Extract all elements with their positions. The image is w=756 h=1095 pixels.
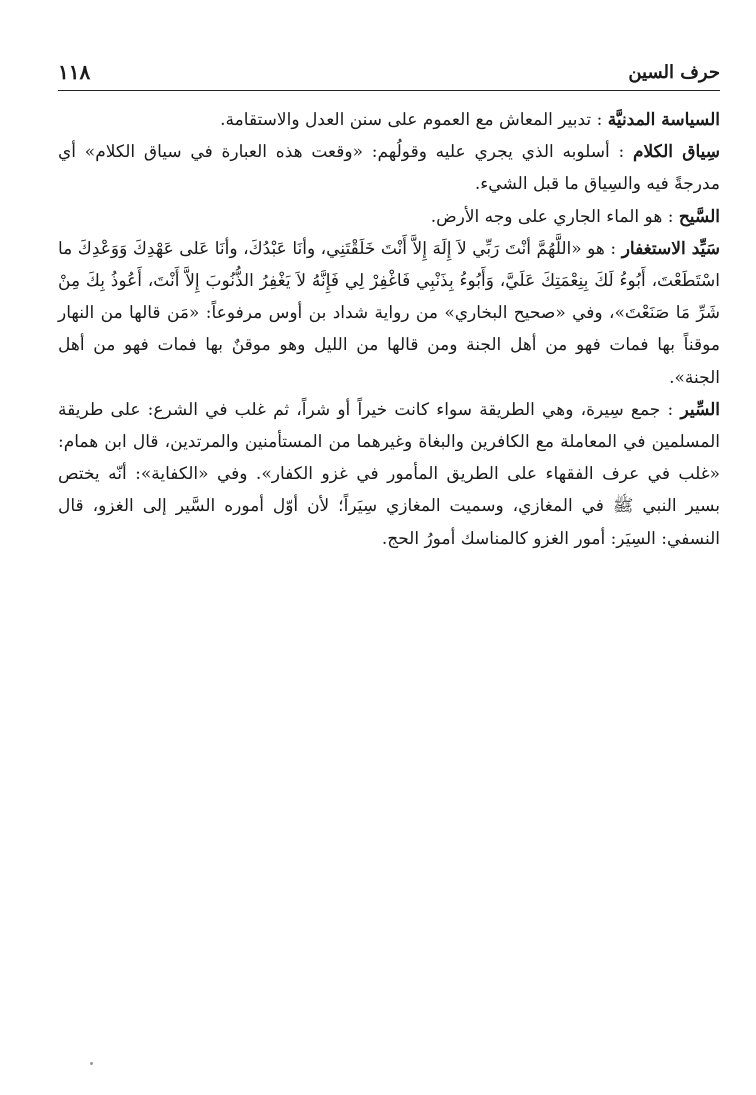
page-body xyxy=(58,104,720,555)
entry-text: : هو «اللَّهُمَّ أنْتَ رَبِّي لاَ إِلَهَ إِلاَّ أَنْتَ خَلَقْتَنِي، وأنَا عَبْدُكَ، وأنَا عَلى عَهْدِكَ وَوَعْدِكَ ما اسْتَطَعْتَ، أَبُوءُ لَكَ بِنِعْمَتِكَ عَلَيَّ، وَأَبُوءُ بِذَنْبِي فَاغْفِرْ لِي فَإِنَّهُ لاَ يَغْفِرُ الذُّنُوبَ إِلاَّ أَنْتَ، أَعُوذُ بِكَ مِنْ شَرِّ مَا صَنَعْتَ»، وفي «صحيح البخاري» من رواية شداد بن أوس مرفوعاً: «مَن قالها من النهار موقناً بها فمات فهو من أهل الجنة ومن قالها من الليل وهو موقنٌ بها فمات فهو من أهل الجنة». xyxy=(58,238,720,388)
entry-term: السياسة المدنيَّة xyxy=(607,110,720,130)
entry-text: : هو الماء الجاري على وجه الأرض. xyxy=(430,206,674,227)
entry-sayyid-alistighfar xyxy=(58,233,720,394)
entry-siyaq-alkalam xyxy=(58,136,720,200)
entry-term: سَيِّد الاستغفار xyxy=(621,238,721,259)
entry-text: : تدبير المعاش مع العموم على سنن العدل والاستقامة. xyxy=(220,110,603,130)
scan-speck xyxy=(90,1062,93,1065)
entry-term: سِياق الكلام xyxy=(633,142,720,163)
page-header xyxy=(58,56,720,90)
entry-term: السِّير xyxy=(680,399,721,420)
entry-siyasa-madaniyya xyxy=(58,104,720,136)
entry-alsayh xyxy=(58,201,720,233)
entry-text: : جمع سِيرة، وهي الطريقة سواء كانت خيراً أو شراً، ثم غلب في الشرع: على طريقة المسلمين في المعاملة مع الكافرين والبغاة وغيرهما من المستأمنين والمرتدين، قال ابن همام: «غلب في عرف الفقهاء على الطريق المأمور في غزو الكفار». وفي «الكفاية»: أنّه يختص بسير النبي ﷺ في المغازي، وسميت المغازي سِيَراً؛ لأن أوّل أموره السَّير إلى الغزو، قال النسفي: السِيَر: أمور الغزو كالمناسك أمورُ الحج. xyxy=(58,399,720,549)
section-title: حرف السين xyxy=(628,62,720,83)
entry-text: : أسلوبه الذي يجري عليه وقولُهم: «وقعت هذه العبارة في سياق الكلام» أي مدرجةً فيه والسِياق ما قبل الشيء. xyxy=(58,142,720,195)
header-rule xyxy=(58,90,720,91)
page-number: ١١٨ xyxy=(58,60,91,84)
entry-term: السَّيح xyxy=(678,206,720,227)
entry-alsiyar xyxy=(58,394,720,555)
